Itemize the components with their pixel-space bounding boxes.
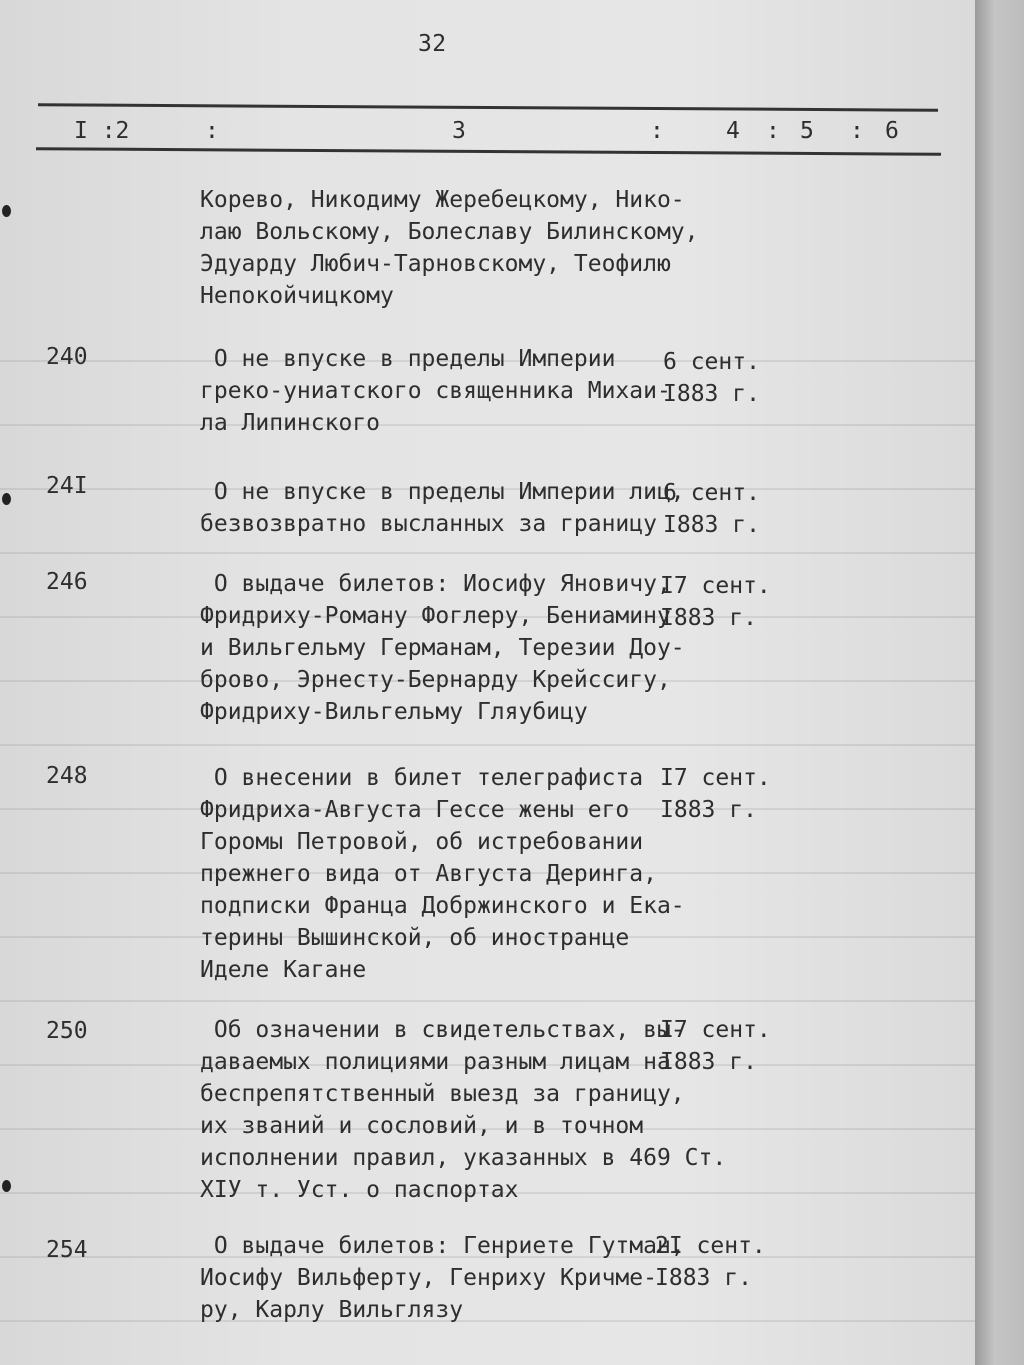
text-line: О не впуске в пределы Империи <box>200 346 616 372</box>
text-line: лаю Вольскому, Болеславу Билинскому, <box>200 219 699 245</box>
text-line: прежнего вида от Августа Деринга, <box>200 861 657 887</box>
column-header-6: 6 <box>885 118 899 144</box>
text-line: Иделе Кагане <box>200 957 367 983</box>
text-line: безвозвратно высланных за границу <box>200 511 657 537</box>
entry-description <box>200 1014 726 1206</box>
text-line: Непокойчицкому <box>200 283 394 309</box>
text-line: О выдаче билетов: Иосифу Яновичу, <box>200 571 671 597</box>
paper-rule-line <box>0 744 975 746</box>
entry-number: 254 <box>46 1237 88 1263</box>
entry-number: 240 <box>46 344 88 370</box>
entry-description <box>200 343 671 439</box>
entry-description <box>200 1230 685 1326</box>
entry-number: 24I <box>46 473 88 499</box>
entry-date <box>660 570 771 634</box>
entry-date <box>655 1230 766 1294</box>
date-line: I883 г. <box>655 1265 752 1291</box>
binding-hole <box>2 1180 11 1192</box>
text-line: ла Липинского <box>200 410 381 436</box>
entry-date <box>660 1014 771 1078</box>
column-separator: : <box>650 118 664 144</box>
column-header-1-2: I :2 <box>74 118 130 144</box>
text-line: Фридриха-Августа Гессе жены его <box>200 797 630 823</box>
text-line: их званий и сословий, и в точном <box>200 1113 644 1139</box>
entry-number: 250 <box>46 1018 88 1044</box>
text-line: Иосифу Вильферту, Генриху Кричме- <box>200 1265 657 1291</box>
paper-rule-line <box>0 552 975 554</box>
text-line: Фридриху-Роману Фоглеру, Бениамину <box>200 603 671 629</box>
entry-date <box>660 762 771 826</box>
text-line: О внесении в билет телеграфиста <box>200 765 644 791</box>
date-line: I883 г. <box>660 797 757 823</box>
entry-number: 248 <box>46 763 88 789</box>
date-line: I7 сент. <box>660 573 771 599</box>
header-bottom-rule <box>36 147 941 156</box>
text-line: подписки Франца Добржинского и Ека- <box>200 893 685 919</box>
text-line: беспрепятственный выезд за границу, <box>200 1081 685 1107</box>
column-header-3: 3 <box>452 118 466 144</box>
page-number: 32 <box>418 31 447 57</box>
entry-description <box>200 762 685 986</box>
text-line: О не впуске в пределы Империи лиц, <box>200 479 685 505</box>
continuation-text <box>200 184 699 312</box>
entry-description <box>200 476 685 540</box>
date-line: I7 сент. <box>660 1017 771 1043</box>
column-separator: : <box>766 118 780 144</box>
column-separator: : <box>205 118 219 144</box>
text-line: ру, Карлу Вильглязу <box>200 1297 464 1323</box>
date-line: I883 г. <box>663 512 760 538</box>
date-line: I7 сент. <box>660 765 771 791</box>
date-line: I883 г. <box>663 381 760 407</box>
text-line: Корево, Никодиму Жеребецкому, Нико- <box>200 187 685 213</box>
entry-date <box>663 477 760 541</box>
column-separator: : <box>850 118 864 144</box>
header-top-rule <box>38 103 938 111</box>
date-line: 6 сент. <box>663 480 760 506</box>
date-line: 6 сент. <box>663 349 760 375</box>
text-line: Горомы Петровой, об истребовании <box>200 829 644 855</box>
text-line: О выдаче билетов: Генриете Гутман, <box>200 1233 685 1259</box>
paper-rule-line <box>0 1000 975 1002</box>
text-line: брово, Эрнесту-Бернарду Крейссигу, <box>200 667 671 693</box>
text-line: XIУ т. Уст. о паспортах <box>200 1177 519 1203</box>
date-line: I883 г. <box>660 1049 757 1075</box>
column-header-4: 4 <box>726 118 740 144</box>
entry-description <box>200 568 685 728</box>
text-line: и Вильгельму Германам, Терезии Доу- <box>200 635 685 661</box>
binding-hole <box>2 493 11 505</box>
text-line: Эдуарду Любич-Тарновскому, Теофилю <box>200 251 671 277</box>
text-line: Об означении в свидетельствах, вы- <box>200 1017 685 1043</box>
text-line: Фридриху-Вильгельму Гляубицу <box>200 699 588 725</box>
date-line: 2I сент. <box>655 1233 766 1259</box>
binding-hole <box>2 205 11 217</box>
entry-date <box>663 346 760 410</box>
page-edge <box>975 0 1024 1365</box>
date-line: I883 г. <box>660 605 757 631</box>
entry-number: 246 <box>46 569 88 595</box>
text-line: терины Вышинской, об иностранце <box>200 925 630 951</box>
text-line: даваемых полициями разным лицам на <box>200 1049 671 1075</box>
column-header-5: 5 <box>800 118 814 144</box>
text-line: исполнении правил, указанных в 469 Ст. <box>200 1145 727 1171</box>
text-line: греко-униатского священника Михаи- <box>200 378 671 404</box>
